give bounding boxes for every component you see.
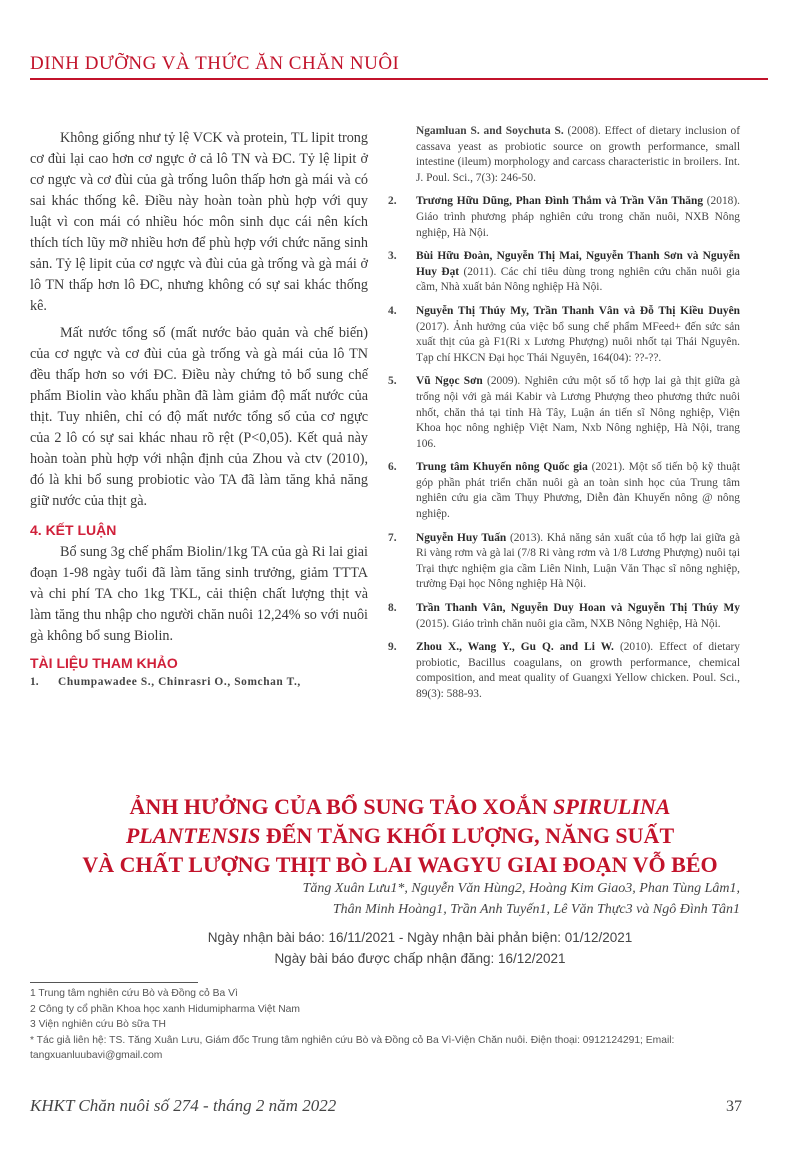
reference-body [416,460,740,522]
reference-text: (2008). Effect of dietary inclusion of cassava yeast as probiotic source on growth performance, small intestine (ileum) morphology and carcass characteristic in broilers. Int. J. Poul. Sci., 7(3): 246-50. [416,125,740,184]
body-paragraph-2: Mất nước tổng số (mất nước bảo quản và chế biến) của cơ ngực và cơ đùi của gà trống và gà mái của lô TN đều thấp hơn so với ĐC. Điều này chứng tỏ bổ sung chế phẩm Biolin vào khẩu phần đã làm giảm độ mất nước của thịt. Tuy nhiên, chỉ có độ mất nước tổng số của cơ ngực của 2 lô có sự sai khác nhau rõ rệt (P<0,05). Kết quả này hoàn toàn phù hợp với nhận định của Zhou và ctv (2010), đó là khi bổ sung probiotic vào TA đã làm tăng khả năng giữ nước của thịt gà. [30,325,368,509]
reference-text: (2009). Nghiên cứu một số tổ hợp lai gà thịt giữa gà trống nội với gà mái Kabir và Lương Phượng theo phương thức nuôi nhốt, chăn thả tại tỉnh Hà Tây, Luận án tiến sĩ Nông nghiệp, Viện Khoa học nông nghiệp Việt Nam, Nxb Nông nghiệp, Hà Nội, trang 106. [416,375,741,450]
title-line-1 [40,792,760,821]
left-column [30,128,368,691]
reference-item-1 [30,675,368,691]
reference-number: 6. [388,461,397,474]
reference-authors: Trung tâm Khuyến nông Quốc gia [416,461,588,474]
reference-body [416,249,740,296]
header-rule [30,78,768,80]
reference-item-1-continued [388,124,740,186]
running-header [30,53,730,75]
reference-body [416,531,740,593]
reference-number: 1. [30,676,39,688]
reference-number: 7. [388,531,397,544]
reference-authors: Nguyễn Huy Tuấn [416,531,507,544]
reference-text: (2010). Effect of dietary probiotic, Bacillus coagulans, on growth performance, chemical composition, and meat quality of Guangxi Yellow chicken. Poul. Sci., 89(3): 588-93. [416,641,740,700]
reference-authors: Chumpawadee S., Chinrasri O., Somchan T., [58,676,301,688]
reference-item [388,531,740,593]
reference-item [388,640,740,702]
reference-list [388,194,740,702]
reference-body [416,601,740,632]
reference-item [388,304,740,366]
reference-authors: Nguyễn Thị Thúy My, Trần Thanh Vân và Đỗ Thị Kiều Duyên [416,304,740,317]
title-line-3: VÀ CHẤT LƯỢNG THỊT BÒ LAI WAGYU GIAI ĐOẠN VỖ BÉO [82,852,718,877]
title-line-1-part-b: SPIRULINA [553,794,671,819]
reference-authors: Vũ Ngọc Sơn [416,375,483,388]
title-line-2 [40,821,760,850]
reference-number: 8. [388,602,397,615]
footnote-2: 2 Công ty cổ phần Khoa học xanh Hidumipharma Việt Nam [30,1003,300,1015]
reference-text: (2013). Khả năng sản xuất của tổ hợp lai giữa gà Ri vàng rơm và gà lai (7/8 Ri vàng rơm và 1/8 Lương Phượng) nuôi tại Trại thực nghiệm gia cầm Liên Ninh, Luận Văn Thạc sĩ nông nghiệp, trường Đại học Nông nghiệp Hà Nội. [416,531,741,591]
journal-issue: KHKT Chăn nuôi số 274 - tháng 2 năm 2022 [30,1096,337,1115]
conclusion-heading: 4. KẾT LUẬN [30,522,117,538]
page-number: 37 [726,1098,742,1115]
reference-number: 5. [388,375,397,388]
reference-authors: Trần Thanh Vân, Nguyễn Duy Hoan và Nguyễn Thị Thúy My [416,602,740,615]
authors-line-2: Thân Minh Hoàng1, Trần Anh Tuyến1, Lê Văn Thực3 và Ngô Đình Tân1 [332,902,740,917]
footnotes [30,986,742,1064]
footnote-contact: * Tác giả liên hệ: TS. Tăng Xuân Lưu, Giám đốc Trung tâm nghiên cứu Bò và Đồng cỏ Ba Vì-Viện Chăn nuôi. Điện thoại: 0912124291; Email: tangxuanluubavi@gmail.com [30,1034,675,1061]
article-dates [100,927,740,969]
reference-number: 9. [388,641,397,654]
reference-text: (2011). Các chỉ tiêu dùng trong nghiên cứu chăn nuôi gia cầm, Nhà xuất bản Nông nghiệp Hà Nội. [416,265,740,294]
reference-authors: Trương Hữu Dũng, Phan Đình Thắm và Trần Văn Thăng [416,195,704,208]
reference-body [416,304,740,366]
reference-text: (2015). Giáo trình chăn nuôi gia cầm, NXB Nông Nghiệp, Hà Nội. [416,617,721,630]
reference-number: 3. [388,250,397,263]
accepted-date: Ngày bài báo được chấp nhận đăng: 16/12/2021 [274,951,566,966]
reference-authors: Bùi Hữu Đoàn, Nguyễn Thị Mai, Nguyễn Thanh Sơn và Nguyễn Huy Đạt [416,250,740,278]
title-line-2-part-b: ĐẾN TĂNG KHỐI LƯỢNG, NĂNG SUẤT [260,823,675,848]
article-title [40,792,760,879]
reference-number: 2. [388,195,397,208]
reference-authors: Ngamluan S. and Soychuta S. [416,125,564,137]
body-paragraph-1: Không giống như tỷ lệ VCK và protein, TL lipit trong cơ đùi lại cao hơn cơ ngực ở cả lô TN và ĐC. Tỷ lệ lipit ở cơ ngực và cơ đùi của gà trống luôn thấp hơn gà mái và có sai khác thống kê. Điều này hoàn toàn phù hợp với quy luật vì con mái có nhiều hóc môn sinh dục cái nên kích thích tích lũy mỡ nhiều hơn để phù hợp với chức năng sinh sản. Tỷ lệ lipit của cơ ngực và đùi của gà trống và gà mái ở lô TN thấp hơn lô ĐC, nhưng không có sự sai khác thống kê. [30,130,368,314]
reference-text: (2017). Ảnh hưởng của việc bổ sung chế phẩm MFeed+ đến sức sản xuất thịt của gà F1(Ri x Lương Phượng) nuôi nhốt tại Thái Nguyên. Tạp chí HKCN Đại học Thái Nguyên, 164(04): ??-??. [416,320,740,364]
authors-line-1: Tăng Xuân Lưu1*, Nguyễn Văn Hùng2, Hoàng Kim Giao3, Phan Tùng Lâm1, [302,881,740,896]
reference-number: 4. [388,304,397,317]
reference-text: (2021). Một số tiến bộ kỹ thuật góp phần phát triển chăn nuôi gà an toàn sinh học của Trung tâm nghiên cứu gia cầm Thụy Phương, Diễn đàn Khuyến nông @ nông nghiệp. [416,461,740,521]
reference-item [388,194,740,241]
title-line-2-part-a: PLANTENSIS [125,823,261,848]
footnote-3: 3 Viện nghiên cứu Bò sữa TH [30,1019,166,1030]
title-line-1-part-a: ẢNH HƯỞNG CỦA BỔ SUNG TẢO XOẮN [129,794,554,819]
author-list [200,878,740,920]
right-column [388,124,740,711]
received-date: Ngày nhận bài báo: 16/11/2021 - Ngày nhận bài phản biện: 01/12/2021 [207,930,633,945]
section-title: DINH DƯỠNG VÀ THỨC ĂN CHĂN NUÔI [30,53,400,74]
footnote-rule [30,982,198,983]
reference-item [388,601,740,632]
reference-body [416,194,740,241]
reference-text: (2018). Giáo trình phương pháp nghiên cứu trong chăn nuôi, NXB Nông nghiệp, Hà Nội. [416,195,740,239]
reference-authors: Zhou X., Wang Y., Gu Q. and Li W. [416,641,614,654]
reference-item [388,460,740,522]
reference-item [388,249,740,296]
conclusion-paragraph: Bổ sung 3g chế phẩm Biolin/1kg TA của gà Ri lai giai đoạn 1-98 ngày tuổi đã làm tăng sinh trưởng, giảm TTTA và chi phí TA cho 1kg TKL, cải thiện chất lượng thịt và làm tăng thu nhập cho người chăn nuôi 12,24% so với nuôi gà không bổ sung Biolin. [30,544,368,644]
reference-body [416,374,740,452]
reference-body [416,640,740,702]
footnote-1: 1 Trung tâm nghiên cứu Bò và Đồng cỏ Ba Vì [30,988,238,999]
references-heading: TÀI LIỆU THAM KHẢO [30,655,178,671]
reference-item [388,374,740,452]
page-footer [30,1096,742,1116]
